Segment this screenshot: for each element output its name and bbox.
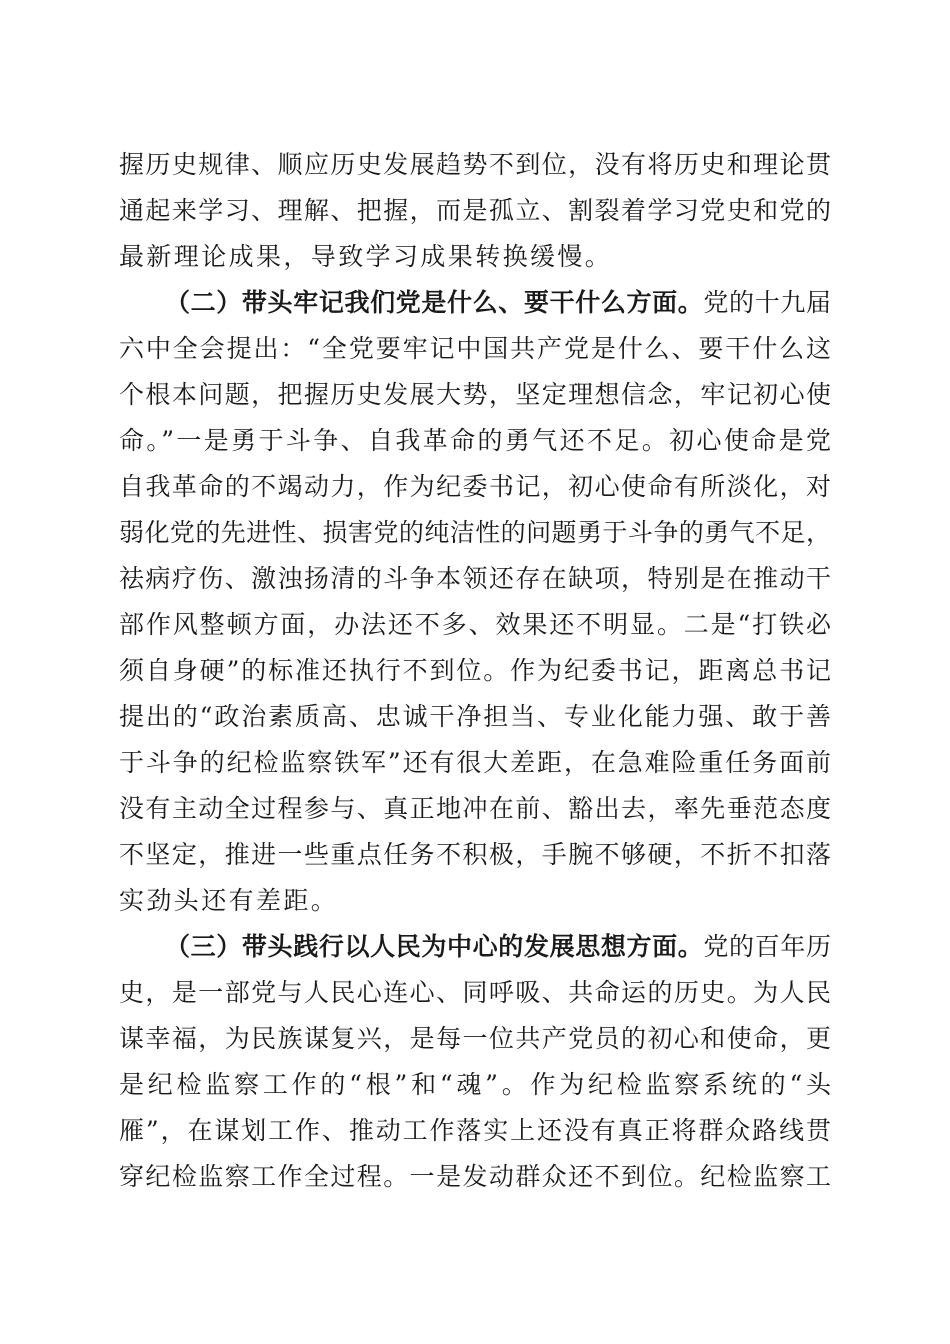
paragraph-line: 祛病疗伤、激浊扬清的斗争本领还存在缺项，特别是在推动干 — [119, 564, 831, 593]
paragraph-line: 实劲头还有差距。 — [119, 886, 339, 915]
paragraph-line: 个根本问题，把握历史发展大势，坚定理想信念，牢记初心使 — [119, 380, 831, 409]
section-heading: （三）带头践行以人民为中心的发展思想方面。 — [165, 932, 704, 961]
paragraph-line: 六中全会提出：“全党要牢记中国共产党是什么、要干什么这 — [119, 334, 831, 363]
paragraph-line: 穿纪检监察工作全过程。一是发动群众还不到位。纪检监察工 — [119, 1162, 831, 1191]
section-heading: （二）带头牢记我们党是什么、要干什么方面。 — [165, 288, 704, 317]
paragraph-line: 没有主动全过程参与、真正地冲在前、豁出去，率先垂范态度 — [119, 794, 831, 823]
paragraph-line: 最新理论成果，导致学习成果转换缓慢。 — [119, 242, 613, 271]
paragraph-line: 是纪检监察工作的“根”和“魂”。作为纪检监察系统的“头 — [119, 1070, 831, 1099]
paragraph-line: 弱化党的先进性、损害党的纯洁性的问题勇于斗争的勇气不足， — [119, 518, 831, 547]
paragraph-line: 命。”一是勇于斗争、自我革命的勇气还不足。初心使命是党 — [119, 426, 831, 455]
paragraph-text: 党的十九届 — [703, 288, 831, 317]
document-body — [119, 142, 831, 1200]
paragraph-line: 须自身硬”的标准还执行不到位。作为纪委书记，距离总书记 — [119, 656, 831, 685]
paragraph-line: 谋幸福，为民族谋复兴，是每一位共产党员的初心和使命，更 — [119, 1024, 831, 1053]
paragraph-line: 于斗争的纪检监察铁军”还有很大差距，在急难险重任务面前 — [119, 748, 831, 777]
paragraph-line: 握历史规律、顺应历史发展趋势不到位，没有将历史和理论贯 — [119, 150, 831, 179]
section-heading-line — [119, 924, 831, 970]
paragraph-line: 自我革命的不竭动力，作为纪委书记，初心使命有所淡化，对 — [119, 472, 831, 501]
section-heading-line — [119, 280, 831, 326]
paragraph-line: 部作风整顿方面，办法还不多、效果还不明显。二是“打铁必 — [119, 610, 831, 639]
paragraph-line: 通起来学习、理解、把握，而是孤立、割裂着学习党史和党的 — [119, 196, 831, 225]
paragraph-text: 党的百年历 — [703, 932, 831, 961]
paragraph-line: 史，是一部党与人民心连心、同呼吸、共命运的历史。为人民 — [119, 978, 831, 1007]
paragraph-line: 雁”，在谋划工作、推动工作落实上还没有真正将群众路线贯 — [119, 1116, 831, 1145]
paragraph-line: 提出的“政治素质高、忠诚干净担当、专业化能力强、敢于善 — [119, 702, 831, 731]
paragraph-line: 不坚定，推进一些重点任务不积极，手腕不够硬，不折不扣落 — [119, 840, 831, 869]
